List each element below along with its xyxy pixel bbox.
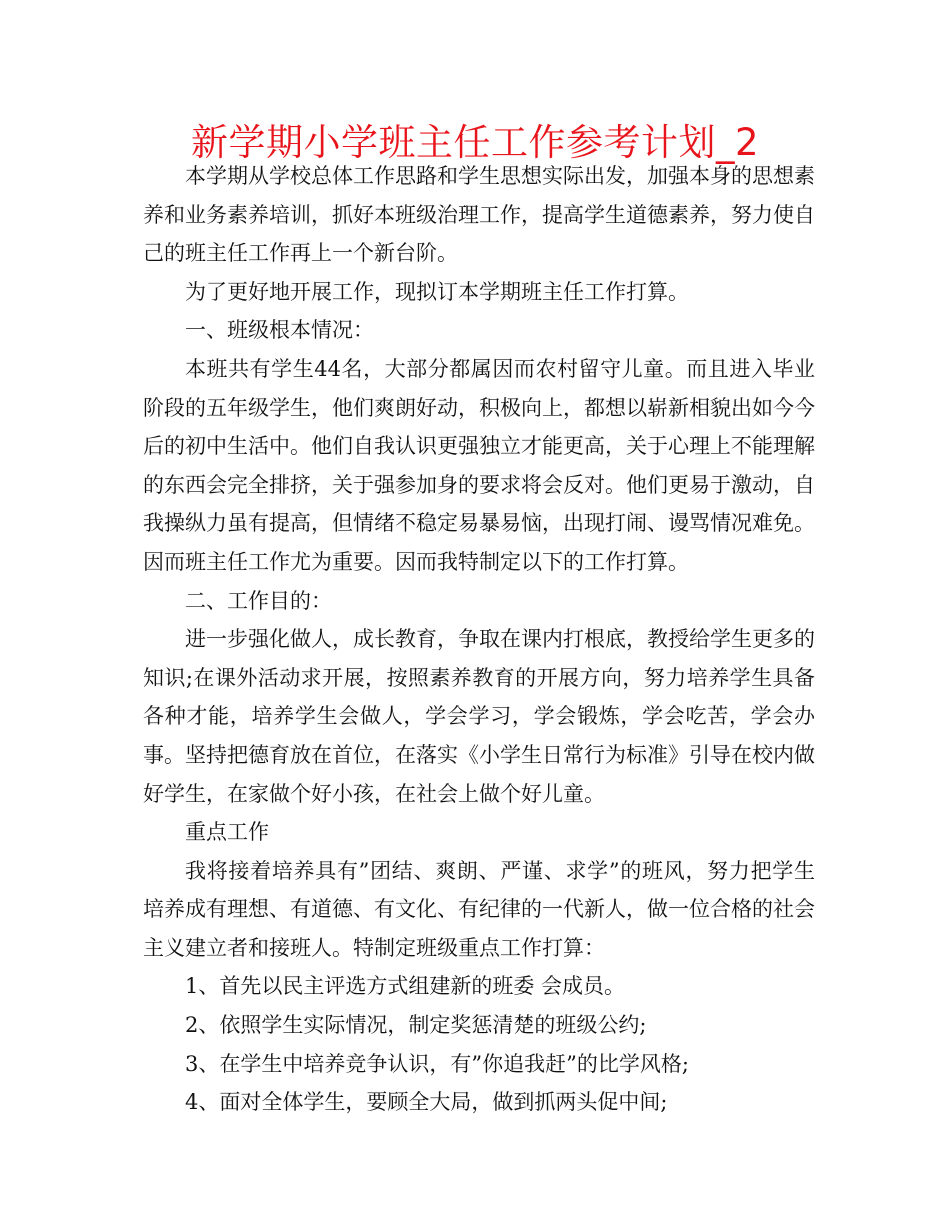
section-heading-class-situation: 一、班级根本情况：: [185, 318, 374, 343]
paragraph-key-work: 我将接着培养具有”团结、爽朗、严谨、求学”的班风，努力把学生培养成有理想、有道德、有文化、有纪律的一代新人，做一位合格的社会主义建立者和接班人。特制定班级重点工作打算：: [143, 858, 815, 960]
list-item-1: 1、首先以民主评选方式组建新的班委 会成员。: [185, 974, 626, 999]
document-body: [143, 157, 815, 1122]
paragraph-work-goals: 进一步强化做人，成长教育，争取在课内打根底，教授给学生更多的知识;在课外活动求开展，按照素养教育的开展方向，努力培养学生具备各种才能，培养学生会做人，学会学习，学会锻炼，学会吃苦，学会办事。坚持把德育放在首位，在落实《小学生日常行为标准》引导在校内做好学生，在家做个好小孩，在社会上做个好儿童。: [143, 627, 815, 806]
section-heading-work-goals: 二、工作目的：: [185, 588, 332, 613]
paragraph-class-situation: 本班共有学生44名，大部分都属因而农村留守儿童。而且进入毕业阶段的五年级学生，他们爽朗好动，积极向上，都想以崭新相貌出如今今后的初中生活中。他们自我认识更强独立才能更高，关于心理上不能理解的东西会完全排挤，关于强参加身的要求将会反对。他们更易于激动，自我操纵力虽有提高，但情绪不稳定易暴易恼，出现打闹、谩骂情况难免。因而班主任工作尤为重要。因而我特制定以下的工作打算。: [143, 356, 815, 574]
list-item-3: 3、在学生中培养竞争认识，有”你追我赶”的比学风格;: [185, 1051, 689, 1076]
list-item-4: 4、面对全体学生，要顾全大局，做到抓两头促中间;: [185, 1090, 668, 1115]
document-title: 新学期小学班主任工作参考计划_2: [190, 121, 760, 164]
list-item-2: 2、依照学生实际情况，制定奖惩清楚的班级公约;: [185, 1013, 647, 1038]
paragraph-plan-statement: 为了更好地开展工作，现拟订本学期班主任工作打算。: [185, 279, 689, 304]
paragraph-intro: 本学期从学校总体工作思路和学生思想实际出发，加强本身的思想素养和业务素养培训，抓好本班级治理工作，提高学生道德素养，努力使自己的班主任工作再上一个新台阶。: [143, 164, 815, 266]
section-heading-key-work: 重点工作: [185, 820, 269, 845]
